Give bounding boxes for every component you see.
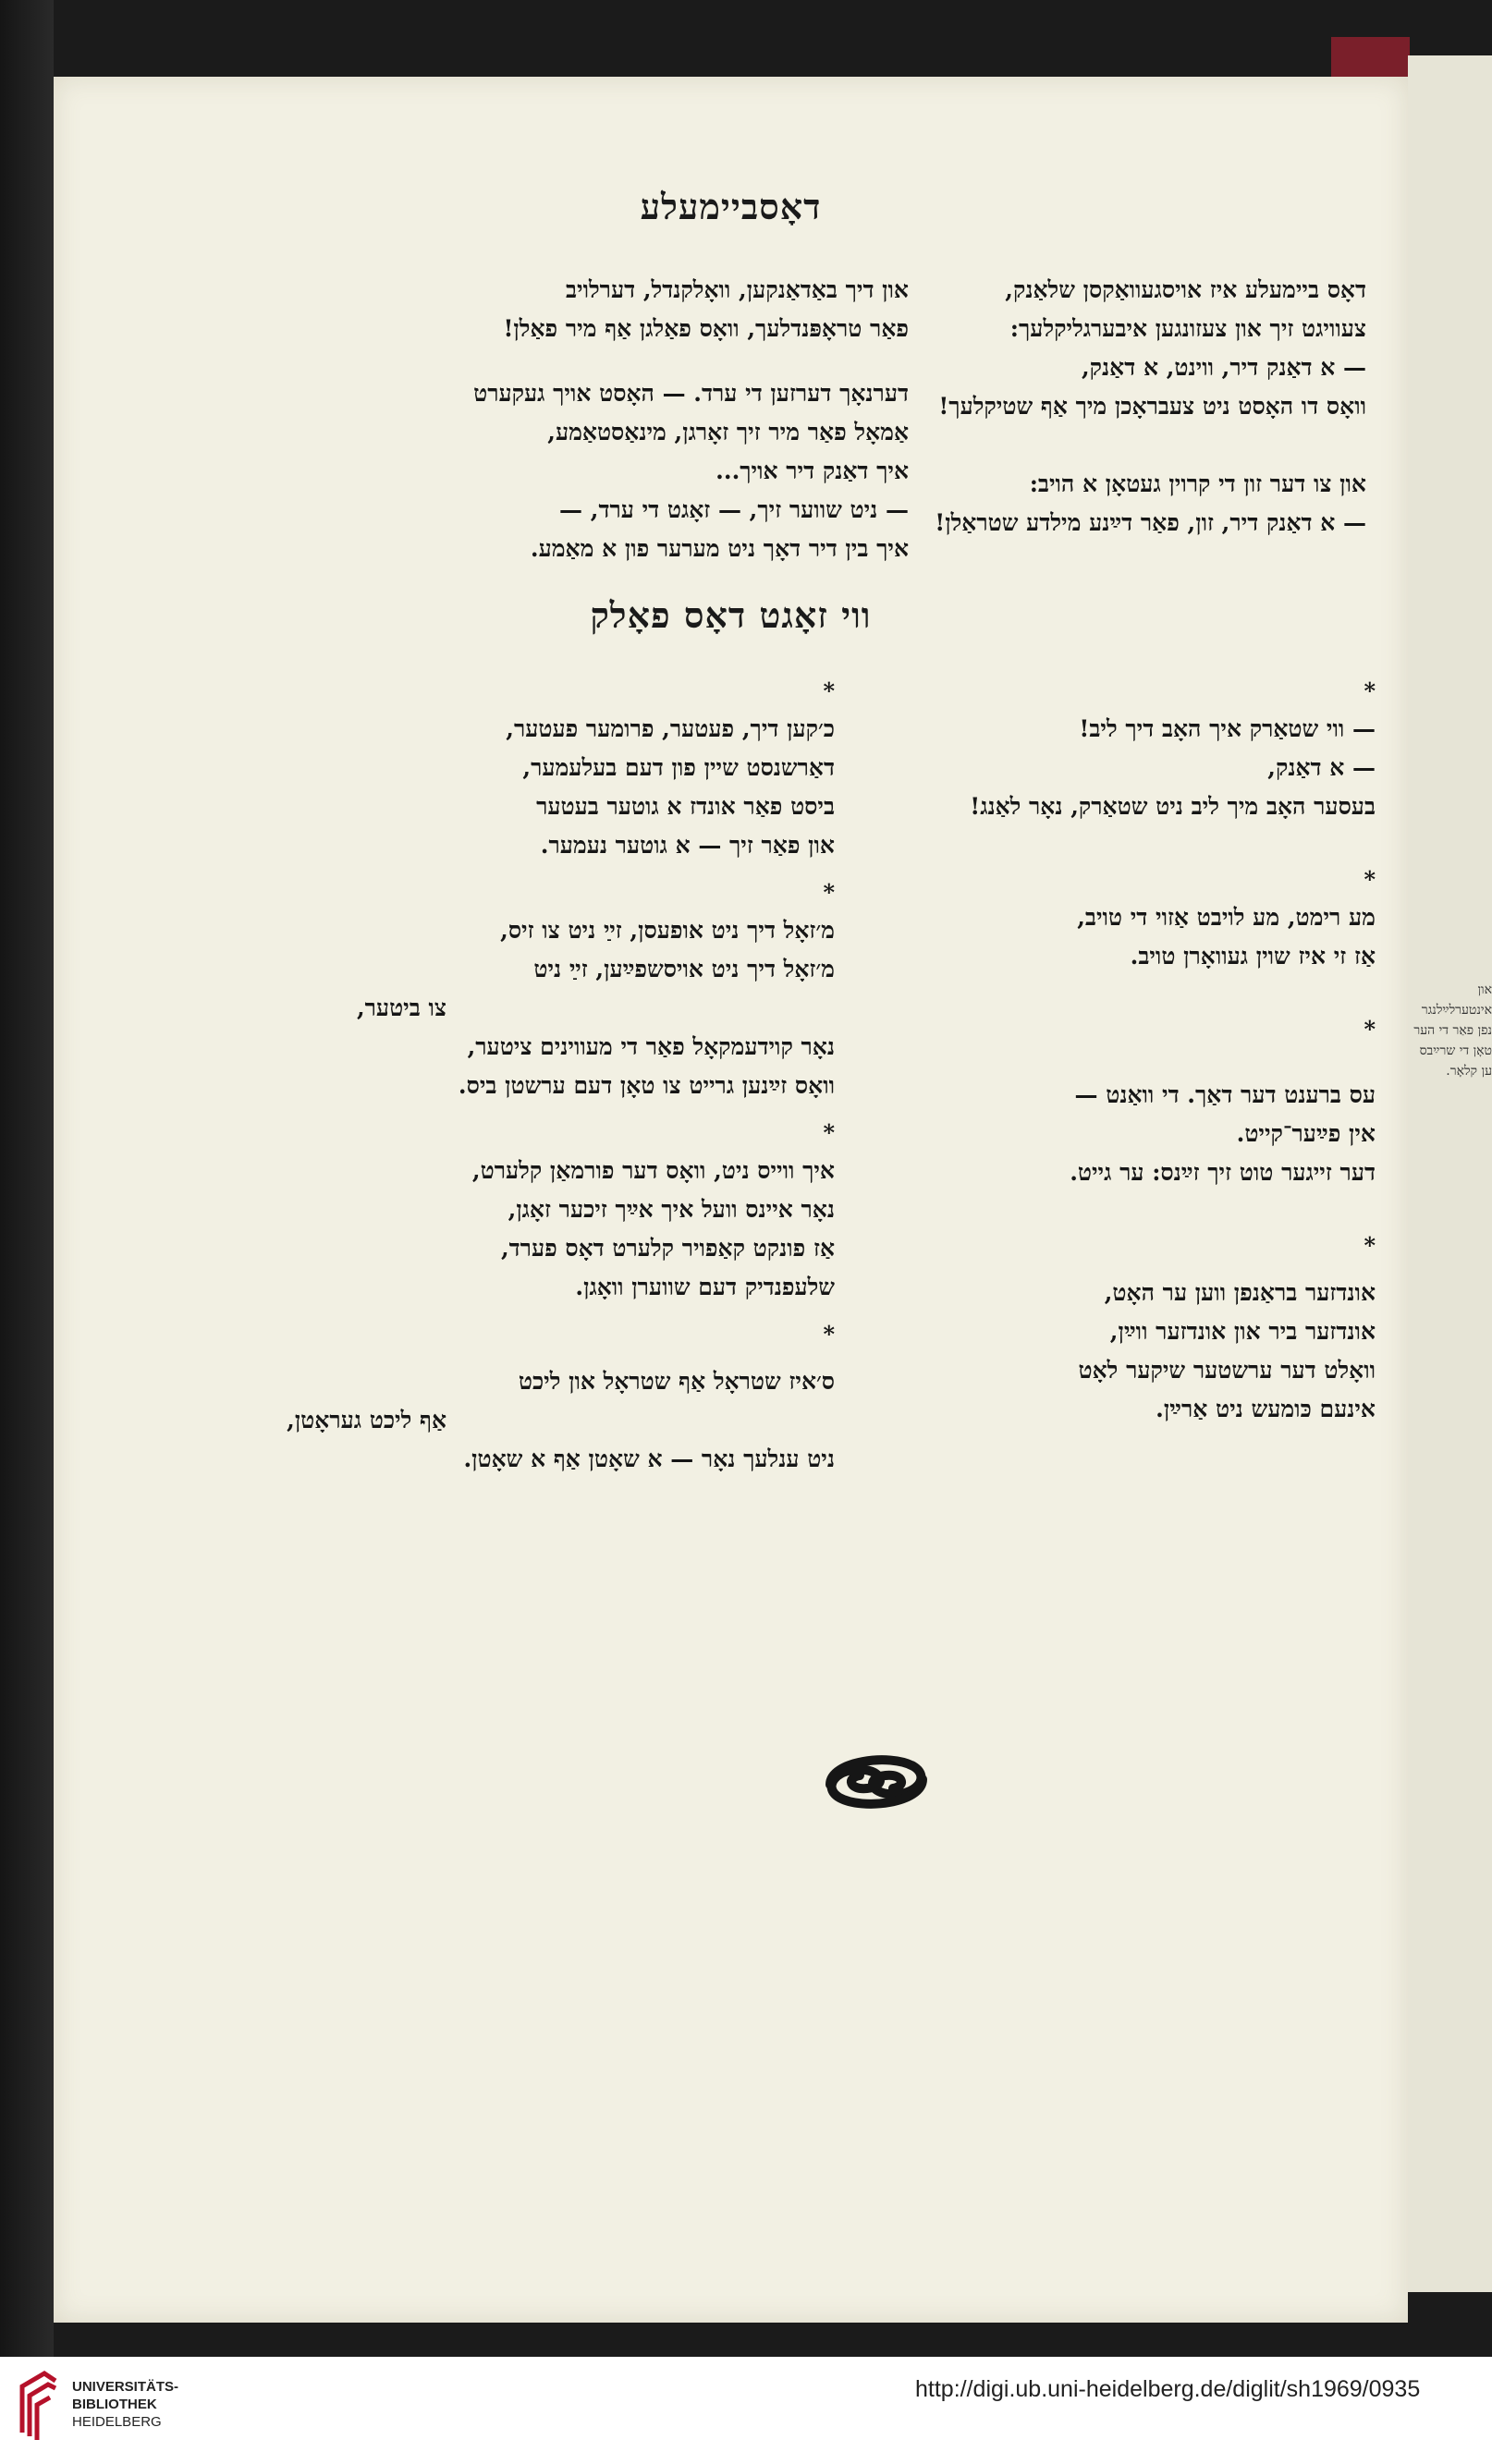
poem-title: דאָסביימעלע xyxy=(640,186,822,227)
library-logo-icon xyxy=(17,2368,61,2447)
facing-page-text xyxy=(1413,980,1492,1081)
separator-star: * xyxy=(823,1321,835,1348)
poem-line: איך דאַנק דיר אויך... xyxy=(715,457,909,484)
separator-star: * xyxy=(823,1119,835,1146)
separator-star: * xyxy=(823,677,835,704)
proverb-line: און פאַר זיך — א גוטער נעמער. xyxy=(540,832,835,859)
proverbs-right-column xyxy=(858,673,1376,1429)
separator-star: * xyxy=(1364,677,1376,704)
poem-left-column xyxy=(317,271,909,568)
proverb-line: בעסער האָב מיך ליב ניט שטאַרק, נאָר לאַנג! xyxy=(970,793,1376,820)
library-name-line: HEIDELBERG xyxy=(72,2414,162,2430)
poem-line: צעוויגט זיך און צעזונגען איבערגליקלעך: xyxy=(1009,315,1366,342)
proverb-line: כ׳קען דיך, פעטער, פרומער פעטער, xyxy=(506,715,835,742)
poem-line: דערנאָך דערזען די ערד. — האָסט אויך געקערט xyxy=(473,380,909,407)
proverb-line: אַז פונקט קאַפויר קלערט דאָס פערד, xyxy=(500,1235,835,1262)
proverb-line: — ווי שטאַרק איך האָב דיך ליב! xyxy=(1079,715,1376,742)
book-spine xyxy=(0,0,54,2357)
proverb-line: — א דאַנק, xyxy=(1267,754,1376,781)
library-name-line: BIBLIOTHEK xyxy=(72,2397,157,2412)
book-page xyxy=(54,77,1408,2323)
proverb-line: דער זייגער טוט זיך זײַנס: ער גייט. xyxy=(1070,1159,1376,1186)
proverb-line: עס ברענט דער דאַך. די וואַנט — xyxy=(1074,1081,1376,1108)
footer-bar xyxy=(0,2357,1492,2464)
poem-line: און דיך באַדאַנקען, וואָלקנדל, דערלויב xyxy=(565,276,909,303)
proverb-line: אונדזער בראַנפן ווען ער האָט, xyxy=(1104,1279,1376,1306)
proverb-line: אַז זי איז שוין געוואָרן טויב. xyxy=(1130,943,1376,970)
facing-page-edge xyxy=(1408,55,1492,2292)
source-url-link[interactable]: http://digi.ub.uni-heidelberg.de/diglit/sh1969/0935 xyxy=(915,2376,1421,2402)
poem-line: — ניט שווער זיך, — זאָגט די ערד, — xyxy=(559,496,909,523)
poem-line: — א דאַנק דיר, ווינט, א דאַנק, xyxy=(1081,354,1366,381)
proverb-line: ס׳איז שטראָל אַף שטראָל און ליכט xyxy=(518,1368,835,1395)
proverb-line: נאָר איינס וועל איך אײַך זיכער זאָגן, xyxy=(508,1196,835,1223)
edge-line: טאָן די שרײַבס xyxy=(1419,1043,1492,1058)
poem-line: וואָס דו האָסט ניט צעבראָכן מיך אַף שטיקלעך! xyxy=(938,393,1366,420)
section-title: ווי זאָגט דאָס פאָלק xyxy=(590,594,872,636)
edge-line: און xyxy=(1477,982,1492,997)
edge-line: אינטערלײַלנגר xyxy=(1421,1003,1492,1018)
proverbs-left-column xyxy=(280,673,835,1479)
proverb-line: שלעפנדיק דעם שווערן וואָגן. xyxy=(575,1274,835,1300)
proverb-line: אונדזער ביר און אונדזער ווײַן, xyxy=(1109,1318,1376,1345)
proverb-line: ביסט פאַר אונדז א גוטער בעטער xyxy=(536,793,835,820)
proverb-line: וואָס זײַנען גרייט צו טאָן דעם ערשטן ביס. xyxy=(458,1072,835,1099)
proverb-line: צו ביטער, xyxy=(356,994,446,1021)
proverb-line: מע רימט, מע לויבט אַזוי די טויב, xyxy=(1077,904,1376,931)
library-name xyxy=(72,2378,178,2431)
poem-line: — א דאַנק דיר, זון, פאַר דײַנע מילדע שטראַלן! xyxy=(935,509,1366,536)
proverb-line: מ׳זאָל דיך ניט אופעסן, זײַ ניט צו זיס, xyxy=(500,917,835,944)
proverb-line: איך ווייס ניט, וואָס דער פורמאַן קלערט, xyxy=(471,1157,835,1184)
edge-line: נפן פאַר די הער xyxy=(1413,1023,1492,1038)
proverb-line: דאַרשנסט שיין פון דעם בעלעמער, xyxy=(522,754,835,781)
proverb-line: אינעם כּומעש ניט אַרײַן. xyxy=(1156,1396,1376,1422)
proverb-line: נאָר קוידעמקאָל פאַר די מעווינים ציטער, xyxy=(467,1033,835,1060)
separator-star: * xyxy=(823,879,835,906)
proverb-line: אין פײַער־קייט. xyxy=(1236,1120,1376,1147)
proverb-line: ניט ענלעך נאָר — א שאָטן אַף א שאָטן. xyxy=(463,1445,835,1472)
proverb-line: וואָלט דער ערשטער שיקער לאָט xyxy=(1078,1357,1376,1384)
poem-line: אַמאָל פאַר מיר זיך זאָרגן, מינאַסטאַמע, xyxy=(547,419,909,445)
separator-star: * xyxy=(1364,1232,1376,1259)
separator-star: * xyxy=(1364,866,1376,893)
poem-line: איך בין דיר דאָך ניט מערער פון א מאַמע. xyxy=(530,535,909,562)
poem-line: דאָס ביימעלע איז אויסגעוואַקסן שלאַנק, xyxy=(1005,276,1366,303)
separator-star: * xyxy=(1364,1016,1376,1043)
poem-line: און צו דער זון די קרוין געטאָן א הויב: xyxy=(1029,470,1366,497)
ornament-icon xyxy=(812,1750,941,1814)
proverb-line: אַף ליכט געראָטן, xyxy=(287,1407,446,1433)
poem-line: פאַר טראָפּנדלעך, וואָס פאַלגן אַף מיר פאַלן! xyxy=(503,315,909,342)
library-name-line: UNIVERSITÄTS- xyxy=(72,2379,179,2395)
proverb-line: מ׳זאָל דיך ניט אויסשפײַען, זײַ ניט xyxy=(533,956,835,982)
edge-line: ען קלאָר. xyxy=(1446,1064,1492,1079)
